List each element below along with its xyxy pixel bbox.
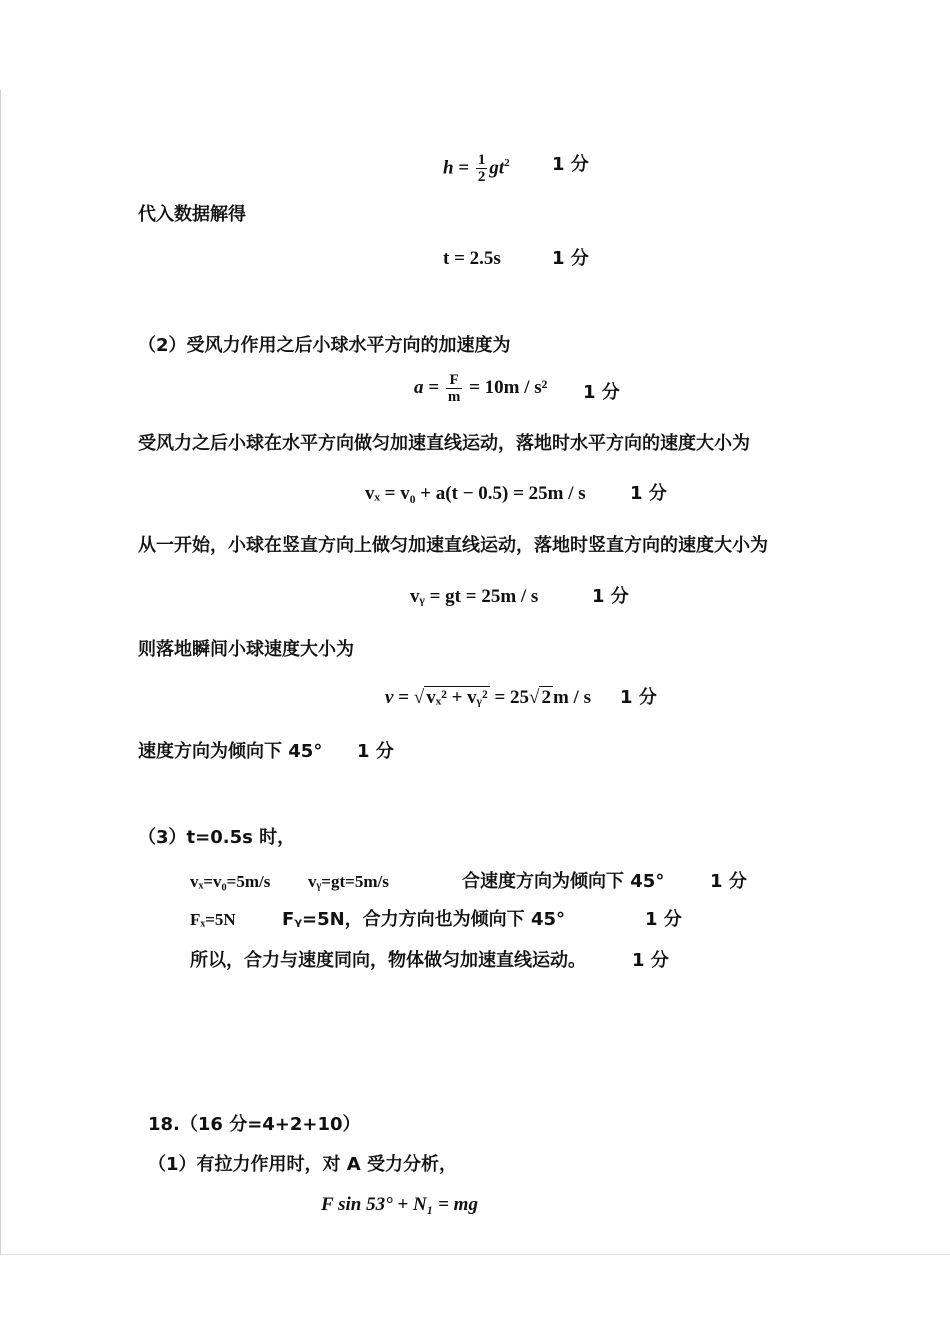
direction-text: 速度方向为倾向下 45° (138, 741, 323, 762)
fraction-numerator: F (446, 372, 463, 389)
equation-a (414, 368, 547, 408)
eq-h-rhs: gt (489, 157, 505, 179)
score-eq-vx: 1 分 (630, 483, 667, 504)
part3-row2-a: Fₓ=5N (190, 910, 236, 929)
part3-row1-a: vₓ=v₀=5m/s (190, 872, 271, 891)
equation-h: h = $\frac{1}{2}$ $gt^2$ (443, 152, 510, 186)
score-eq-t: 1 分 (552, 248, 589, 269)
page-left-edge (0, 90, 1, 1255)
sqrt-radicand: vₓ² + vᵧ² (426, 687, 488, 708)
part3-row1-c: 合速度方向为倾向下 45° (462, 871, 665, 892)
page-bottom-edge (0, 1254, 950, 1255)
eq-h-exponent: 2 (504, 157, 510, 169)
q18-part1-text: （1）有拉力作用时，对 A 受力分析， (148, 1154, 457, 1175)
eq-a-rhs: = 10m / s² (469, 377, 548, 398)
equation-t: t = 2.5s (443, 248, 501, 269)
sqrt-two: √ 2 (529, 687, 551, 708)
fraction-denominator: m (447, 389, 461, 406)
part3-row2-b: Fᵧ=5N，合力方向也为倾向下 45° (282, 909, 565, 930)
sqrt-two-radicand: 2 (541, 687, 551, 708)
eq-v-coefficient: = 25 (494, 687, 530, 708)
part2-heading: （2）受风力作用之后小球水平方向的加速度为 (138, 335, 511, 356)
part3-heading: （3）t=0.5s 时， (138, 827, 296, 848)
score-eq-v: 1 分 (620, 687, 657, 708)
eq-h-lhs: h (443, 157, 454, 179)
equation-vy: vᵧ = gt = 25m / s (410, 586, 539, 607)
score-row1: 1 分 (710, 871, 747, 892)
q18-equation: F sin 53° + N₁ = mg (321, 1194, 478, 1215)
fraction-denominator: 2 (477, 169, 486, 186)
eq-v-lhs: v = (385, 687, 410, 708)
substitute-text: 代入数据解得 (138, 204, 246, 225)
fraction-f-over-m (446, 372, 463, 405)
score-row3: 1 分 (632, 950, 669, 971)
fraction-numerator: 1 (477, 152, 486, 169)
equation-v (385, 686, 591, 710)
text-vx: 受风力之后小球在水平方向做匀加速直线运动，落地时水平方向的速度大小为 (138, 433, 750, 454)
score-eq-a: 1 分 (583, 382, 620, 403)
eq-v-unit: m / s (552, 687, 591, 708)
eq-a-lhs: a = (414, 377, 440, 398)
equation-vx: vₓ = v₀ + a(t − 0.5) = 25m / s (365, 483, 586, 504)
score-direction: 1 分 (357, 741, 394, 762)
score-eq-vy: 1 分 (592, 586, 629, 607)
q18-heading: 18.（16 分=4+2+10） (148, 1114, 361, 1135)
score-row2: 1 分 (645, 909, 682, 930)
score-eq-h: 1 分 (552, 154, 589, 175)
part3-row1-b: vᵧ=gt=5m/s (308, 872, 389, 891)
fraction-one-half (476, 152, 488, 185)
part3-row3: 所以，合力与速度同向，物体做匀加速直线运动。 (190, 950, 586, 971)
text-v: 则落地瞬间小球速度大小为 (138, 639, 354, 660)
sqrt-sum: √ vₓ² + vᵧ² (413, 687, 488, 708)
text-vy: 从一开始，小球在竖直方向上做匀加速直线运动，落地时竖直方向的速度大小为 (138, 535, 768, 556)
